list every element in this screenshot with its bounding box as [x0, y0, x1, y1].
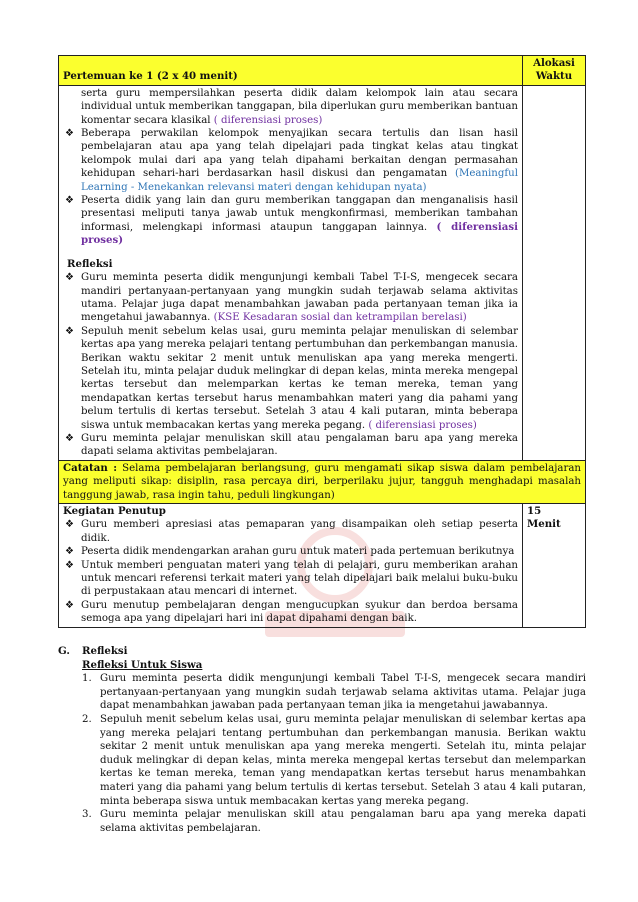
list-item: ❖ Untuk memberi penguatan materi yang telah di pelajari, guru memberikan arahan untuk mencari referensi terkait materi yang telah dipelajari baik melalui buku-buku di perpustakaan atau mencari di internet.: [65, 559, 518, 598]
diamond-bullet-icon: ❖: [65, 195, 74, 207]
closing-time-number: 15: [527, 505, 542, 517]
kse-tag: (KSE Kesadaran sosial dan ketrampilan berelasi): [213, 312, 467, 324]
activity-time-cell: [523, 85, 586, 460]
section-letter: G.: [58, 645, 70, 657]
diamond-bullet-icon: ❖: [65, 519, 74, 531]
list-item: ❖ Peserta didik yang lain dan guru memberikan tanggapan dan menganalisis hasil presentasi meliputi tanya jawab untuk mengkonfirmasi, memberikan tambahan informasi, melengkapi informasi ataupun tanggapan lainnya. ( diferensiasi proses): [65, 195, 518, 247]
section-title: Refleksi: [82, 645, 128, 657]
table-header-row: [59, 56, 586, 86]
reflection-list: [63, 271, 518, 459]
closing-time-cell: [523, 504, 586, 628]
closing-heading: Kegiatan Penutup: [63, 505, 166, 517]
list-item: ❖ Sepuluh menit sebelum kelas usai, guru meminta pelajar menuliskan di selembar kertas apa yang mereka pelajari tentang pertumbuhan dan perkembangan manusia. Berikan waktu sekitar 2 menit untuk menuliskan apa yang mereka mengerti. Setelah itu, minta pelajar duduk melingkar di depan kelas, minta mereka mengepal kertas tersebut dan melemparkan kertas ke teman mereka, teman yang mendapatkan kertas tersebut harus menambahkan materi yang dia pahami yang belum tertulis di kertas tersebut. Setelah 3 atau 4 kali putaran, minta beberapa siswa untuk membacakan kertas yang mereka pegang. ( diferensiasi proses): [65, 325, 518, 431]
closing-row: [59, 504, 586, 628]
time-allocation-header: Alokasi Waktu: [523, 56, 586, 86]
list-item: ❖ Guru meminta pelajar menuliskan skill atau pengalaman baru apa yang mereka dapati selama aktivitas pembelajaran.: [65, 432, 518, 458]
list-item: 1. Guru meminta peserta didik mengunjungi kembali Tabel T-I-S, mengecek secara mandiri pertanyaan-pertanyaan yang mungkin sudah terjawab selama aktivitas utama. Pelajar juga dapat menambahkan jawaban pada pertanyaan teman jika ia mengetahui jawabannya.: [82, 673, 586, 712]
note-text: Selama pembelajaran berlangsung, guru mengamati sikap siswa dalam pembelajaran yang meliputi sikap: disiplin, rasa percaya diri, berperilaku jujur, tangguh menghadapi masalah tanggung jawab, rasa ingin tahu, peduli lingkungan): [63, 462, 581, 501]
item-number: 1.: [82, 673, 92, 685]
student-reflection-list: [58, 672, 586, 835]
closing-list: [63, 518, 518, 625]
diamond-bullet-icon: ❖: [65, 432, 74, 444]
list-item: ❖ Beberapa perwakilan kelompok menyajikan secara tertulis dan lisan hasil pembelajaran atau apa yang telah dipelajari pada tingkat kelas atau tingkat kelompok mulai dari apa yang telah dipahami berkaitan dengan permasahan kehidupan sehari-hari berdasarkan hasil diskusi dan pengamatan (Meaningful Learning - Menekankan relevansi materi dengan kehidupan nyata): [65, 128, 518, 193]
differentiation-tag: ( diferensiasi proses): [81, 220, 518, 247]
diamond-bullet-icon: ❖: [65, 599, 74, 611]
closing-time-unit: Menit: [527, 518, 561, 531]
diamond-bullet-icon: ❖: [65, 128, 74, 140]
diamond-bullet-icon: ❖: [65, 272, 74, 284]
item-number: 3.: [82, 809, 92, 821]
section-g-heading: [58, 645, 586, 659]
closing-cell: [59, 504, 523, 628]
meeting-title: Pertemuan ke 1 (2 x 40 menit): [59, 56, 523, 86]
section-g-reflection: [58, 645, 586, 835]
reflection-heading: Refleksi: [67, 257, 113, 270]
list-item: ❖ Guru memberi apresiasi atas pemaparan yang disampaikan oleh setiap peserta didik.: [65, 519, 518, 544]
note-label: Catatan :: [63, 461, 117, 474]
section-subtitle: Refleksi Untuk Siswa: [82, 658, 203, 671]
note-cell: [59, 460, 586, 503]
diamond-bullet-icon: ❖: [65, 546, 74, 558]
list-item: ❖ Guru menutup pembelajaran dengan mengucupkan syukur dan berdoa bersama semoga apa yang dipelajari hari ini dapat dipahami dengan baik.: [65, 599, 518, 625]
activity-cell: [59, 85, 523, 460]
note-row: [59, 460, 586, 503]
diamond-bullet-icon: ❖: [65, 325, 74, 337]
diamond-bullet-icon: ❖: [65, 559, 74, 571]
lesson-plan-table: [58, 55, 586, 628]
list-item: 3. Guru meminta pelajar menuliskan skill atau pengalaman baru apa yang mereka dapati selama aktivitas pembelajaran.: [82, 809, 586, 834]
activity-list: [63, 127, 518, 248]
differentiation-tag: ( diferensiasi proses): [213, 114, 323, 126]
list-item: ❖ Peserta didik mendengarkan arahan guru untuk materi pada pertemuan berikutnya: [65, 546, 515, 558]
continued-paragraph: serta guru mempersilahkan peserta didik dalam kelompok lain atau secara individual untuk memberikan tanggapan, bila diperlukan guru memberikan bantuan komentar secara klasikal ( diferensiasi proses): [81, 87, 518, 126]
meaningful-learning-tag: (Meaningful Learning - Menekankan relevansi materi dengan kehidupan nyata): [81, 168, 518, 193]
differentiation-tag: ( diferensiasi proses): [368, 419, 477, 431]
main-activity-row: [59, 85, 586, 460]
list-item: 2. Sepuluh menit sebelum kelas usai, guru meminta pelajar menuliskan di selembar kertas apa yang mereka pelajari tentang pertumbuhan dan perkembangan manusia. Berikan waktu sekitar 2 menit untuk menuliskan apa yang mereka mengerti. Setelah itu, minta pelajar duduk melingkar di depan kelas, minta mereka mengepal kertas tersebut dan melemparkan kertas ke teman mereka, teman yang mendapatkan kertas tersebut harus menambahkan materi yang dia pahami yang belum tertulis di kertas tersebut. Setelah 3 atau 4 kali putaran, minta beberapa siswa untuk membacakan kertas yang mereka pegang.: [82, 713, 586, 807]
list-item: ❖ Guru meminta peserta didik mengunjungi kembali Tabel T-I-S, mengecek secara mandiri pertanyaan-pertanyaan yang mungkin sudah terjawab selama aktivitas utama. Pelajar juga dapat menambahkan jawaban pada pertanyaan teman jika ia mengetahui jawabannya. (KSE Kesadaran sosial dan ketrampilan berelasi): [65, 272, 518, 324]
item-number: 2.: [82, 713, 92, 725]
